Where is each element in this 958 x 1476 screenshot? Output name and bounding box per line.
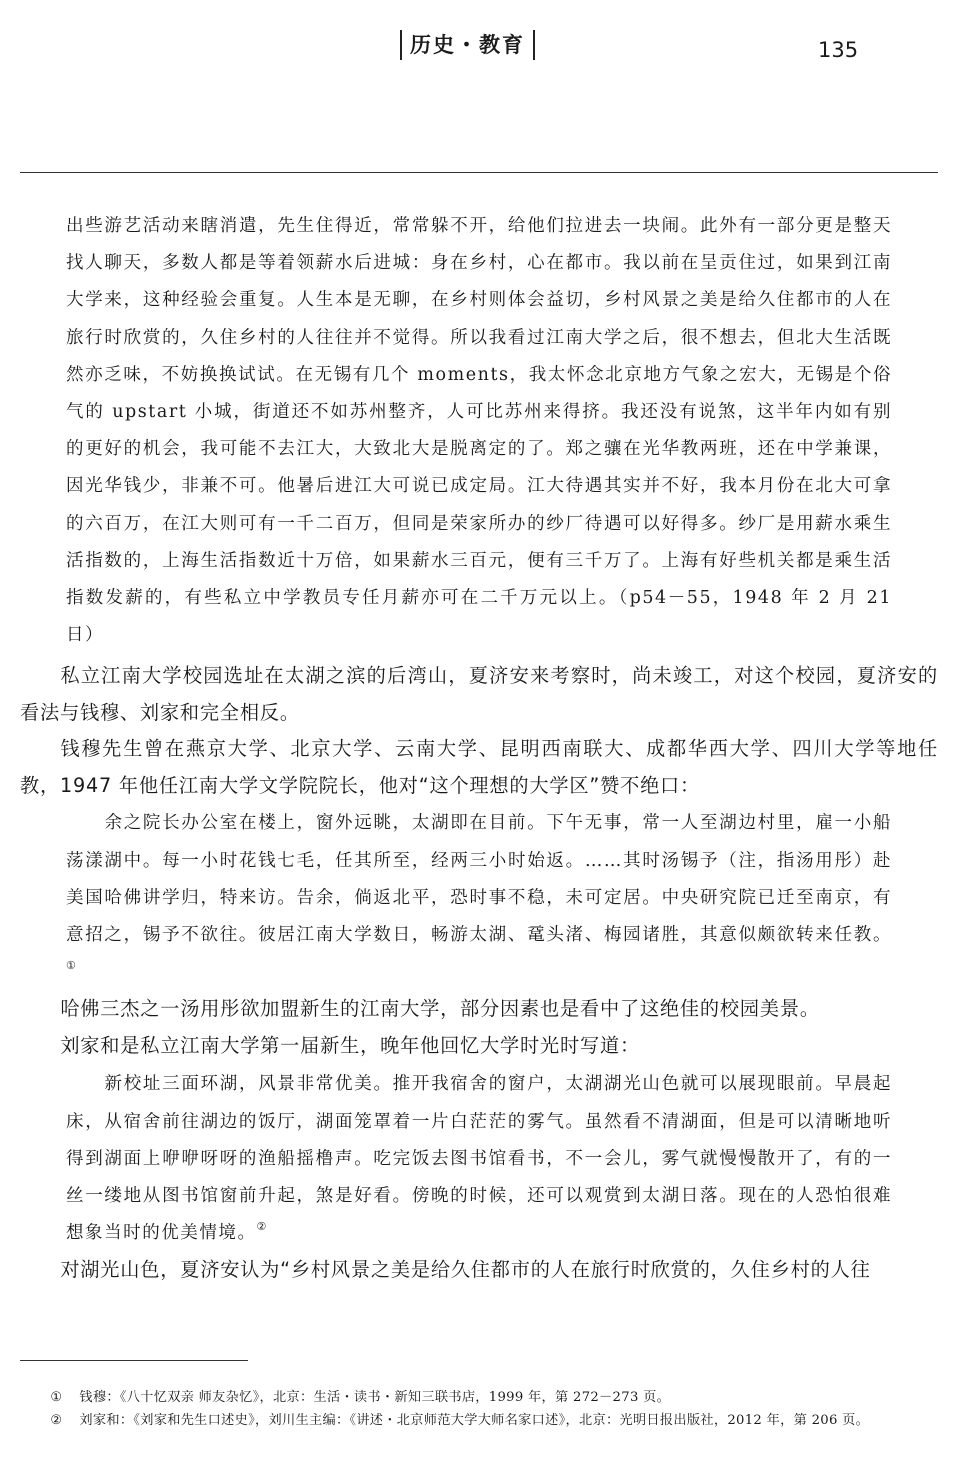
footnote-1 — [20, 1386, 938, 1409]
paragraph-qian-mu: 钱穆先生曾在燕京大学、北京大学、云南大学、昆明西南联大、成都华西大学、四川大学等地任教，1947 年他任江南大学文学院院长，他对“这个理想的大学区”赞不绝口： — [20, 737, 938, 797]
quote-text: 余之院长办公室在楼上，窗外远眺，太湖即在目前。下午无事，常一人至湖边村里，雇一小船荡漾湖中。每一小时花钱七毛，任其所至，经两三小时始返。……其时汤锡予（注，指汤用彤）赴美国哈佛讲学归，特来访。告余，倘返北平，恐时事不稳，未可定居。中央研究院已迁至南京，有意招之，锡予不欲往。彼居江南大学数日，畅游太湖、鼋头渚、梅园诸胜，其意似颇欲转来任教。 — [66, 813, 892, 946]
running-header-section: 历史・教育 — [400, 30, 535, 60]
paragraph-tang-yongtong: 哈佛三杰之一汤用彤欲加盟新生的江南大学，部分因素也是看中了这绝佳的校园美景。 — [60, 997, 820, 1021]
footnote-text: 刘家和：《刘家和先生口述史》，刘川生主编：《讲述・北京师范大学大师名家口述》，北京：光明日报出版社，2012 年，第 206 页。 — [79, 1413, 870, 1428]
footnote-ref-1[interactable]: ① — [66, 959, 76, 973]
footnote-ref-2[interactable]: ② — [256, 1220, 267, 1234]
main-text — [20, 208, 938, 1289]
paragraph-liu-jiahe: 刘家和是私立江南大学第一届新生，晚年他回忆大学时光时写道： — [60, 1033, 640, 1057]
block-quote-xia-jian-letter: 出些游艺活动来瞎消遣，先生住得近，常常躲不开，给他们拉进去一块闹。此外有一部分更是整天找人聊天，多数人都是等着领薪水后进城：身在乡村，心在都市。我以前在呈贡住过，如果到江南大学来，这种经验会重复。人生本是无聊，在乡村则体会益切，乡村风景之美是给久住都市的人在旅行时欣赏的，久住乡村的人往往并不觉得。所以我看过江南大学之后，很不想去，但北大生活既然亦乏味，不妨换换试试。在无锡有几个 moments，我太怀念北京地方气象之宏大，无锡是个俗气的 upstart 小城，街道还不如苏州整齐，人可比苏州来得挤。我还没有说煞，这半年内如有别的更好的机会，我可能不去江大，大致北大是脱离定的了。郑之骧在光华教两班，还在中学兼课，因光华钱少，非兼不可。他暑后进江大可说已成定局。江大待遇其实并不好，我本月份在北大可拿的六百万，在江大则可有一千二百万，但同是荣家所办的纱厂待遇可以好得多。纱厂是用薪水乘生活指数的，上海生活指数近十万倍，如果薪水三百元，便有三千万了。上海有好些机关都是乘生活指数发薪的，有些私立中学教员专任月薪亦可在二千万元以上。（p54－55，1948 年 2 月 21 日） — [66, 216, 892, 646]
footnote-2 — [20, 1409, 938, 1432]
header-rule — [20, 172, 938, 173]
footnotes — [20, 1386, 938, 1432]
footnote-mark: ② — [50, 1413, 63, 1428]
paragraph-xia-view: 对湖光山色，夏济安认为“乡村风景之美是给久住都市的人在旅行时欣赏的，久住乡村的人往 — [60, 1258, 871, 1282]
paragraph-campus-site: 私立江南大学校园选址在太湖之滨的后湾山，夏济安来考察时，尚未竣工，对这个校园，夏济安的看法与钱穆、刘家和完全相反。 — [20, 664, 938, 724]
block-quote-liu-jiahe-memoir — [66, 1066, 892, 1252]
footnote-mark: ① — [50, 1390, 63, 1405]
block-quote-qian-mu-memoir — [66, 805, 892, 991]
footnote-rule — [20, 1360, 248, 1361]
quote-text: 新校址三面环湖，风景非常优美。推开我宿舍的窗户，太湖湖光山色就可以展现眼前。早晨起床，从宿舍前往湖边的饭厅，湖面笼罩着一片白茫茫的雾气。虽然看不清湖面，但是可以清晰地听得到湖面上咿咿呀呀的渔船摇橹声。吃完饭去图书馆看书，不一会儿，雾气就慢慢散开了，有的一丝一缕地从图书馆窗前升起，煞是好看。傍晚的时候，还可以观赏到太湖日落。现在的人恐怕很难想象当时的优美情境。 — [66, 1074, 892, 1244]
page-number: 135 — [818, 38, 859, 62]
footnote-text: 钱穆：《八十忆双亲 师友杂忆》，北京：生活・读书・新知三联书店，1999 年，第 272－273 页。 — [79, 1390, 671, 1405]
